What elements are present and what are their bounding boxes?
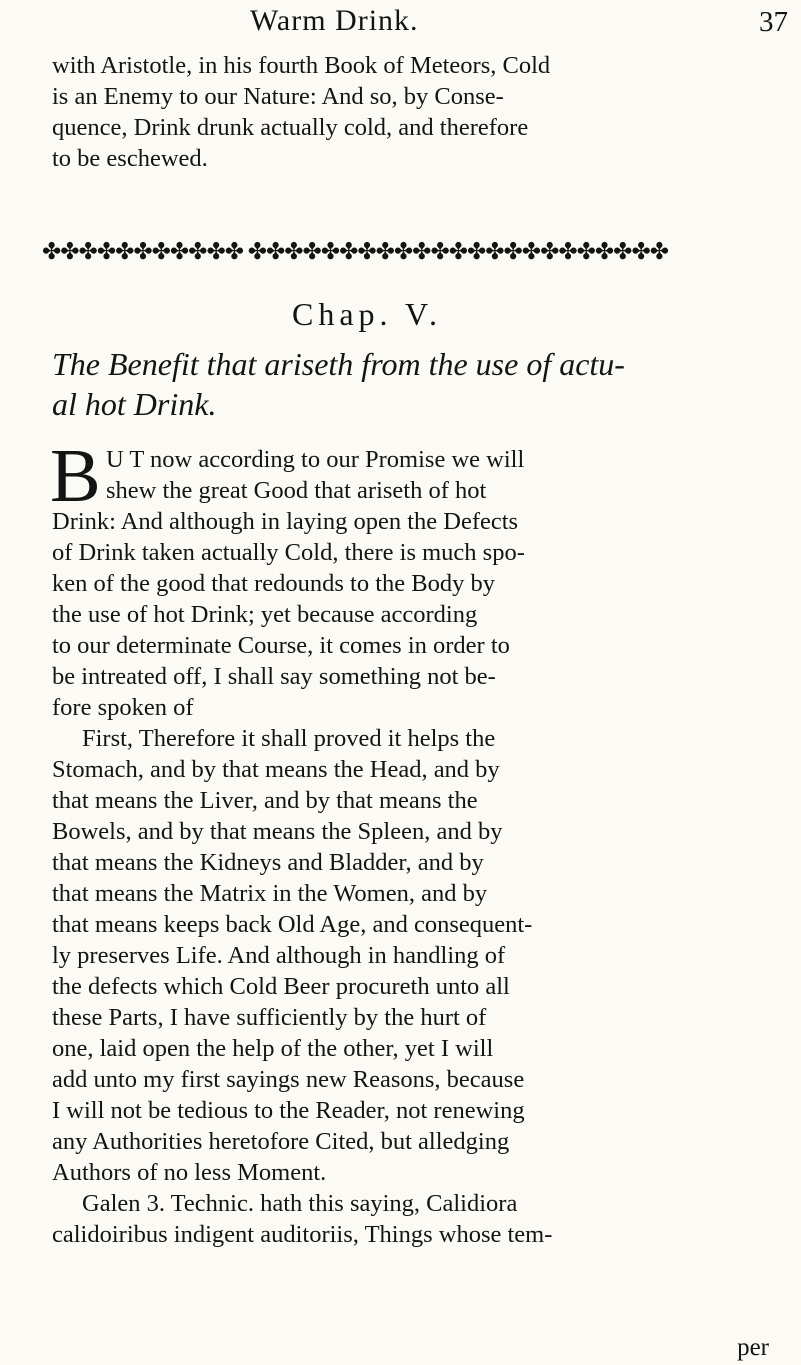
text-line: shew the great Good that ariseth of hot <box>106 477 487 504</box>
text-line: any Authorities heretofore Cited, but alledging <box>52 1128 510 1155</box>
chapter-title <box>52 344 625 424</box>
text-line: to our determinate Course, it comes in order to <box>52 632 510 659</box>
text-line: one, laid open the help of the other, yet I will <box>52 1035 494 1062</box>
text-line: calidoiribus indigent auditoriis, Things whose tem- <box>52 1221 553 1248</box>
ornament-divider: ✤✤✤✤✤✤✤✤✤✤✤ ✤✤✤✤✤✤✤✤✤✤✤✤✤✤✤✤✤✤✤✤✤✤✤ <box>42 239 668 264</box>
text-line: the use of hot Drink; yet because according <box>52 601 478 628</box>
text-line: ly preserves Life. And although in handling of <box>52 942 506 969</box>
catchword: per <box>737 1334 769 1361</box>
running-head: Warm Drink. <box>250 4 419 37</box>
text-line: that means the Matrix in the Women, and by <box>52 880 488 907</box>
text-line: U T now according to our Promise we will <box>106 446 525 473</box>
text-line: quence, Drink drunk actually cold, and therefore <box>52 114 529 141</box>
chapter-title-line: al hot Drink. <box>52 386 217 422</box>
text-line: I will not be tedious to the Reader, not renewing <box>52 1097 525 1124</box>
text-line: that means the Liver, and by that means the <box>52 787 478 814</box>
text-line: fore spoken of <box>52 694 194 721</box>
drop-cap: B <box>50 434 101 518</box>
chapter-heading: Chap. V. <box>292 296 442 332</box>
text-line: these Parts, I have sufficiently by the hurt of <box>52 1004 487 1031</box>
page-header <box>100 4 790 44</box>
body-text <box>52 444 752 1250</box>
text-line: with Aristotle, in his fourth Book of Meteors, Cold <box>52 52 551 79</box>
text-line: ken of the good that redounds to the Body by <box>52 570 495 597</box>
text-line: be intreated off, I shall say something not be- <box>52 663 496 690</box>
text-line: of Drink taken actually Cold, there is much spo- <box>52 539 525 566</box>
text-line: Authors of no less Moment. <box>52 1159 327 1186</box>
text-line: is an Enemy to our Nature: And so, by Conse- <box>52 83 504 110</box>
text-line: Drink: And although in laying open the Defects <box>52 508 519 535</box>
text-line: First, Therefore it shall proved it helps the <box>82 725 496 752</box>
text-line: Stomach, and by that means the Head, and by <box>52 756 500 783</box>
intro-paragraph <box>52 50 752 174</box>
text-line: the defects which Cold Beer procureth unto all <box>52 973 510 1000</box>
text-line: Bowels, and by that means the Spleen, and by <box>52 818 503 845</box>
page-number: 37 <box>759 6 788 38</box>
chapter-title-line: The Benefit that ariseth from the use of actu- <box>52 346 625 382</box>
text-line: that means the Kidneys and Bladder, and by <box>52 849 484 876</box>
text-line: that means keeps back Old Age, and consequent- <box>52 911 533 938</box>
text-line: to be eschewed. <box>52 145 208 172</box>
text-line: add unto my first sayings new Reasons, because <box>52 1066 525 1093</box>
text-line: Galen 3. Technic. hath this saying, Calidiora <box>82 1190 518 1217</box>
